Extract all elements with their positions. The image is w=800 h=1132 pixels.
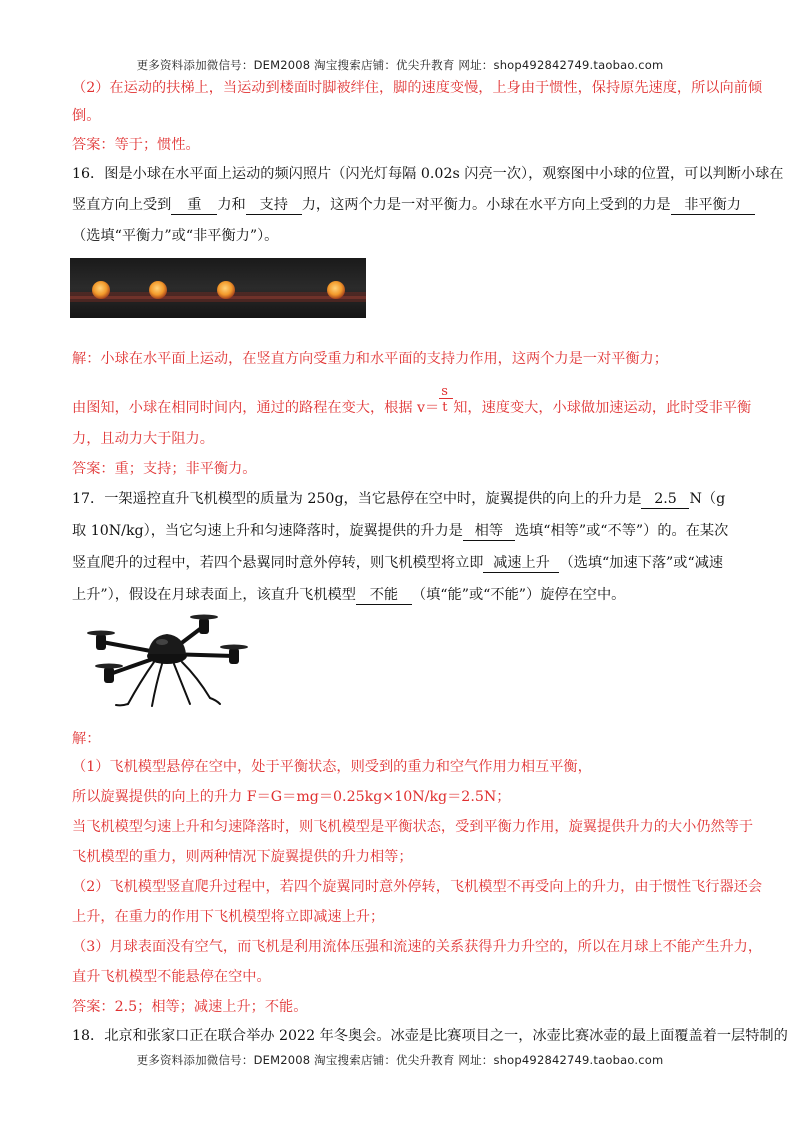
q17-line-3 <box>72 553 737 573</box>
q17-l1-text-b: N（g <box>689 491 726 507</box>
q17-solution-3: 当飞机模型匀速上升和匀速降落时，则飞机模型是平衡状态，受到平衡力作用，旋翼提供升力的大小仍然等于 <box>72 819 754 835</box>
q17-l3-text-a: 竖直爬升的过程中，若四个悬翼同时意外停转，则飞机模型将立即 <box>72 555 484 571</box>
prev-explain-line-2: 倒。 <box>72 108 101 124</box>
q17-solution-6: 上升，在重力的作用下飞机模型将立即减速上升； <box>72 909 385 925</box>
strobe-ball-2 <box>149 281 167 299</box>
page-header: 更多资料添加微信号：DEM2008 淘宝搜索店铺：优尖升教育 网址：shop492842749.taobao.com <box>136 58 664 72</box>
q17-line-1 <box>72 489 737 509</box>
q17-l2-text-b: 选填“相等”或“不等”）的。在某次 <box>514 523 729 539</box>
q17-l1-text-a: 17．一架遥控直升飞机模型的质量为 250g，当它悬停在空中时，旋翼提供的向上的升力是 <box>72 491 642 507</box>
q17-solution-1: （1）飞机模型悬停在空中，处于平衡状态，则受到的重力和空气作用力相互平衡， <box>72 759 592 775</box>
q16-sol2-text-a: 由图知，小球在相同时间内，通过的路程在变大，根据 v＝ <box>72 400 440 416</box>
prev-answer: 答案：等于；惯性。 <box>72 137 200 153</box>
q17-l3-text-b: （选填“加速下落”或“减速 <box>559 555 724 571</box>
strobe-ball-1 <box>92 281 110 299</box>
q17-solution-7: （3）月球表面没有空气，而飞机是利用流体压强和流速的关系获得升力升空的，所以在月球上不能产生升力， <box>72 939 763 955</box>
q17-solution-5: （2）飞机模型竖直爬升过程中，若四个旋翼同时意外停转，飞机模型不再受向上的升力，由于惯性飞行器还会 <box>72 879 763 895</box>
q17-blank-3: 减速上升 <box>483 555 559 573</box>
q16-blank-3: 非平衡力 <box>671 197 755 215</box>
q17-blank-4: 不能 <box>356 587 412 605</box>
q17-l4-text-b: （填“能”或“不能”）旋停在空中。 <box>411 587 626 603</box>
strobe-ball-svg <box>70 258 366 318</box>
q16-line-1: 16．图是小球在水平面上运动的频闪照片（闪光灯每隔 0.02s 闪亮一次），观察图中小球的位置，可以判断小球在 <box>72 166 784 182</box>
q16-blank-1: 重 <box>171 197 217 215</box>
q16-line-2 <box>72 195 741 215</box>
q17-blank-2: 相等 <box>463 523 515 541</box>
strobe-ball-3 <box>217 281 235 299</box>
prev-explain-line-1: （2）在运动的扶梯上，当运动到楼面时脚被绊住，脚的速度变慢，上身由于惯性，保持原先速度，所以向前倾 <box>72 80 763 96</box>
q16-solution-2 <box>72 384 752 418</box>
velocity-fraction <box>439 384 453 418</box>
q17-answer: 答案：2.5；相等；减速上升；不能。 <box>72 999 308 1015</box>
q16-solution-3: 力，且动力大于阻力。 <box>72 431 214 447</box>
q17-solution-8: 直升飞机模型不能悬停在空中。 <box>72 969 271 985</box>
q17-l2-text-a: 取 10N/kg），当它匀速上升和匀速降落时，旋翼提供的升力是 <box>72 523 463 539</box>
q17-solution-2: 所以旋翼提供的向上的升力 F＝G＝mg＝0.25kg×10N/kg＝2.5N； <box>72 789 511 805</box>
strobe-ball-4 <box>327 281 345 299</box>
q17-line-4 <box>72 585 737 605</box>
page-footer: 更多资料添加微信号：DEM2008 淘宝搜索店铺：优尖升教育 网址：shop492842749.taobao.com <box>136 1053 664 1067</box>
q16-sol2-text-b: 知，速度变大，小球做加速运动，此时受非平衡 <box>453 400 752 416</box>
q18-line-1: 18．北京和张家口正在联合举办 2022 年冬奥会。冰壶是比赛项目之一，冰壶比赛冰壶的最上面覆盖着一层特制的 <box>72 1028 788 1044</box>
q16-answer: 答案：重；支持；非平衡力。 <box>72 461 257 477</box>
q17-solution-0: 解： <box>72 731 101 747</box>
fraction-denominator: t <box>442 400 448 415</box>
strobe-ball-photo <box>70 258 366 318</box>
q16-text-c: 力，这两个力是一对平衡力。小球在水平方向上受到的力是 <box>301 197 671 213</box>
q16-line-3: （选填“平衡力”或“非平衡力”）。 <box>72 228 279 244</box>
fraction-numerator: s <box>441 384 448 399</box>
q16-text-b: 力和 <box>217 197 246 213</box>
q17-solution-4: 飞机模型的重力，则两种情况下旋翼提供的升力相等； <box>72 849 413 865</box>
q16-text-a: 竖直方向上受到 <box>72 197 172 213</box>
q17-line-2 <box>72 521 737 541</box>
quadcopter-drone-svg <box>82 612 252 707</box>
q17-l4-text-a: 上升”），假设在月球表面上，该直升飞机模型 <box>72 587 356 603</box>
q16-solution-1: 解：小球在水平面上运动，在竖直方向受重力和水平面的支持力作用，这两个力是一对平衡力； <box>72 351 668 367</box>
quadcopter-drone-image <box>82 612 252 707</box>
q16-blank-2: 支持 <box>246 197 302 215</box>
q17-blank-1: 2.5 <box>641 491 689 509</box>
